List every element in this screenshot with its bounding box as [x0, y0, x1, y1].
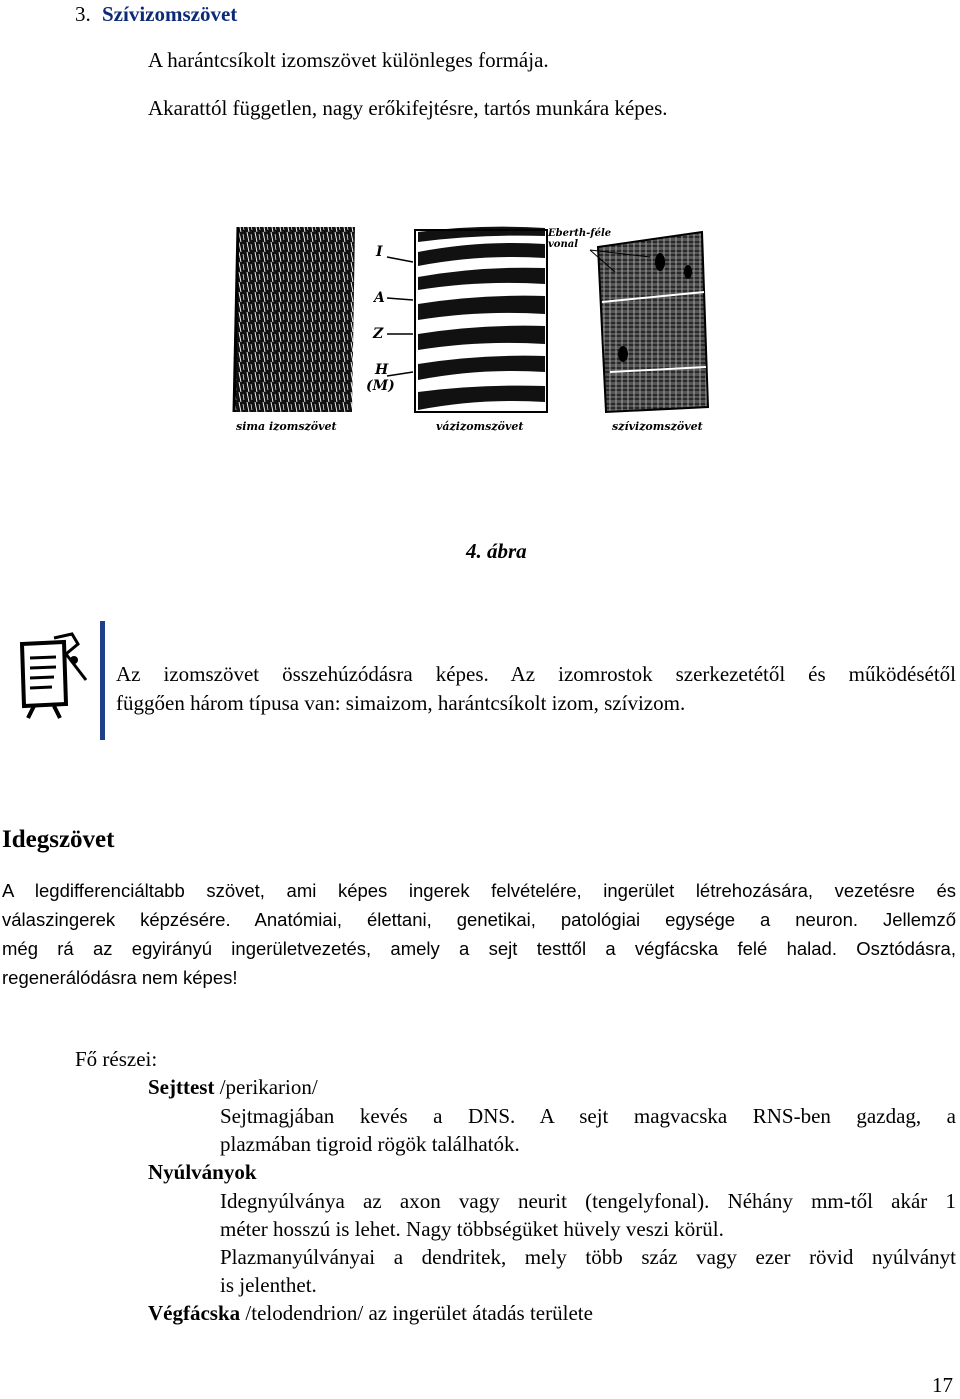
section-line-1: A harántcsíkolt izomszövet különleges formája.: [148, 48, 549, 72]
cardiac-muscle-drawing: [590, 232, 708, 412]
note-icon: [14, 632, 90, 722]
label-smooth: sima izomszövet: [236, 420, 337, 433]
note-line-2: függően három típusa van: simaizom, harántcsíkolt izom, szívizom.: [116, 691, 686, 715]
band-letter-m: (M): [366, 378, 395, 394]
section-heading: [75, 0, 237, 28]
section-title: Szívizomszövet: [102, 2, 238, 26]
section-number: 3.: [75, 2, 91, 26]
note-line-1: Az izomszövet összehúzódásra képes. Az izomrostok szerkezetétől és működésétől: [116, 662, 956, 686]
eberth-annotation: [548, 228, 611, 250]
processes-term: Nyúlványok: [148, 1160, 257, 1184]
band-letter-a: A: [374, 290, 385, 306]
band-letter-h: H: [375, 362, 389, 378]
eberth-line-1: Eberth-féle: [548, 228, 612, 239]
note-accent-bar: [100, 621, 105, 740]
parts-heading: Fő részei:: [75, 1047, 158, 1071]
nerve-para-line-4: regenerálódásra nem képes!: [2, 967, 238, 988]
label-cardiac: szívizomszövet: [612, 420, 703, 433]
band-letter-i: I: [376, 244, 383, 260]
cellbody-rest: /perikarion/: [214, 1075, 318, 1099]
nerve-para-line-3: még rá az egyirányú ingerületvezetés, amely a sejt testtől a végfácska felé halad. Osztódásra,: [2, 938, 956, 959]
processes-desc-line-2: méter hosszú is lehet. Nagy többségüket hüvely veszi körül.: [220, 1217, 724, 1241]
terminal-rest: /telodendrion/ az ingerület átadás területe: [240, 1301, 593, 1325]
nerve-para-line-1: A legdifferenciáltabb szövet, ami képes ingerek felvételére, ingerület létrehozására, vezetésre és: [2, 880, 956, 901]
skeletal-muscle-drawing: [415, 227, 547, 412]
processes-desc: [220, 1187, 956, 1299]
processes-desc-line-1: Idegnyúlványa az axon vagy neurit (tengelyfonal). Néhány mm-től akár 1: [220, 1189, 956, 1213]
processes-desc-line-4: is jelenthet.: [220, 1273, 317, 1297]
band-arrows: [387, 257, 413, 376]
label-skeletal: vázizomszövet: [436, 420, 524, 433]
page-number: 17: [932, 1373, 953, 1397]
nerve-title: Idegszövet: [2, 826, 115, 853]
terminal-term: Végfácska: [148, 1301, 241, 1325]
figure-illustration: [230, 222, 710, 437]
processes-desc-line-3: Plazmanyúlványai a dendritek, mely több száz vagy ezer rövid nyúlványt: [220, 1245, 956, 1269]
figure-caption: 4. ábra: [466, 539, 527, 563]
smooth-muscle-drawing: [234, 227, 355, 412]
terminal-line: [148, 1299, 593, 1327]
eberth-line-2: vonal: [548, 239, 579, 250]
writing-note-icon: [14, 632, 90, 722]
cellbody-desc-line-1: Sejtmagjában kevés a DNS. A sejt magvacska RNS-ben gazdag, a: [220, 1104, 956, 1128]
cellbody-term: Sejttest: [148, 1075, 215, 1099]
band-letter-z: Z: [373, 326, 384, 342]
cellbody-desc-line-2: plazmában tigroid rögök találhatók.: [220, 1132, 520, 1156]
nerve-paragraph: [2, 876, 956, 992]
cellbody-desc: [220, 1102, 956, 1158]
nerve-para-line-2: válaszingerek képzésére. Anatómiai, élettani, genetikai, patológiai egysége a neuron. Jellemző: [2, 909, 956, 930]
section-line-2: Akarattól független, nagy erőkifejtésre, tartós munkára képes.: [148, 96, 668, 120]
cellbody-line: [148, 1073, 318, 1101]
muscle-tissue-figure: [230, 222, 710, 437]
